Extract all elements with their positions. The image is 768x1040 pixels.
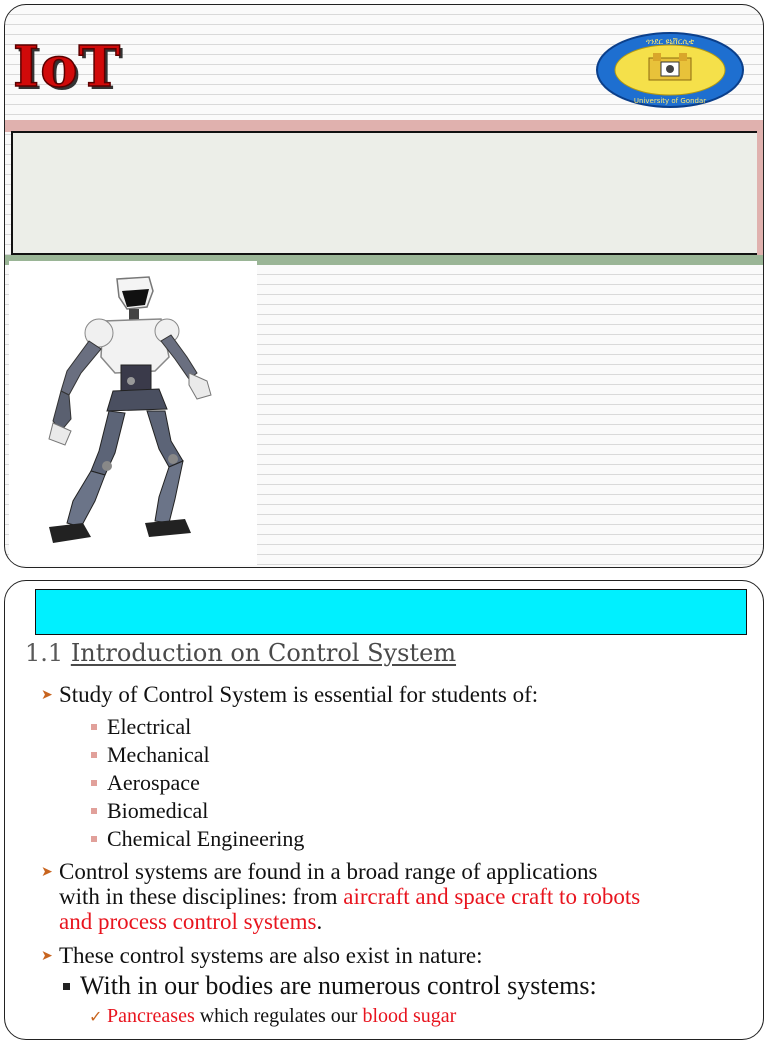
discipline-label: Aerospace <box>107 770 200 795</box>
square-bullet-icon <box>91 780 97 786</box>
check-highlight-2: blood sugar <box>362 1005 457 1027</box>
check-plain-text: which regulates our <box>194 1005 363 1027</box>
square-bullet-icon <box>91 724 97 730</box>
bullet-applications-line2 <box>59 884 640 910</box>
bullet-applications-line3 <box>59 909 322 935</box>
iot-logo: IoT <box>13 34 122 100</box>
discipline-item <box>91 826 304 852</box>
check-highlight-1: Pancreases <box>107 1005 195 1027</box>
humanoid-robot-image <box>9 261 257 565</box>
square-bullet-icon <box>63 983 70 990</box>
check-item-pancreas <box>89 1005 456 1028</box>
section-title: Introduction on Control System <box>70 639 457 667</box>
bullet-study <box>41 682 538 708</box>
applications-plain-text: with in these disciplines: from <box>59 884 344 909</box>
chapter-banner <box>35 589 747 635</box>
applications-highlight: aircraft and space craft to robots <box>343 884 641 909</box>
square-bullet-icon <box>91 836 97 842</box>
discipline-item <box>91 714 191 740</box>
discipline-item <box>91 798 208 824</box>
title-box <box>11 131 761 255</box>
arrow-bullet-icon: ➤ <box>41 688 53 703</box>
arrow-bullet-icon: ➤ <box>41 865 53 880</box>
content-slide <box>4 580 764 1040</box>
square-bullet-icon <box>91 808 97 814</box>
section-heading <box>25 639 456 667</box>
bullet-nature-text: These control systems are also exist in nature: <box>59 943 483 968</box>
discipline-item <box>91 742 210 768</box>
discipline-label: Mechanical <box>107 742 210 767</box>
discipline-item <box>91 770 200 796</box>
square-bullet-icon <box>91 752 97 758</box>
section-number: 1.1 <box>25 639 64 667</box>
applications-period: . <box>316 909 323 934</box>
sub-bullet-bodies <box>63 971 597 1001</box>
title-side-band <box>757 131 764 255</box>
sub-bullet-text: With in our bodies are numerous control systems: <box>80 971 597 1000</box>
university-of-gondar-logo <box>595 31 745 109</box>
checkmark-icon: ✓ <box>89 1009 103 1026</box>
logo-bottom-text: University of Gondar <box>633 97 707 105</box>
logo-top-text: ጎንደር ዩኒቨርሲቲ <box>645 37 695 46</box>
discipline-label: Chemical Engineering <box>107 826 305 851</box>
bullet-nature <box>41 943 482 969</box>
discipline-label: Electrical <box>107 714 192 739</box>
discipline-label: Biomedical <box>107 798 209 823</box>
bullet-study-text: Study of Control System is essential for students of: <box>59 682 539 707</box>
arrow-bullet-icon: ➤ <box>41 949 53 964</box>
bullet-applications <box>41 859 597 885</box>
applications-highlight-2: and process control systems <box>59 909 317 934</box>
title-slide <box>4 4 764 568</box>
bullet-applications-line1: Control systems are found in a broad range of applications <box>59 859 598 884</box>
